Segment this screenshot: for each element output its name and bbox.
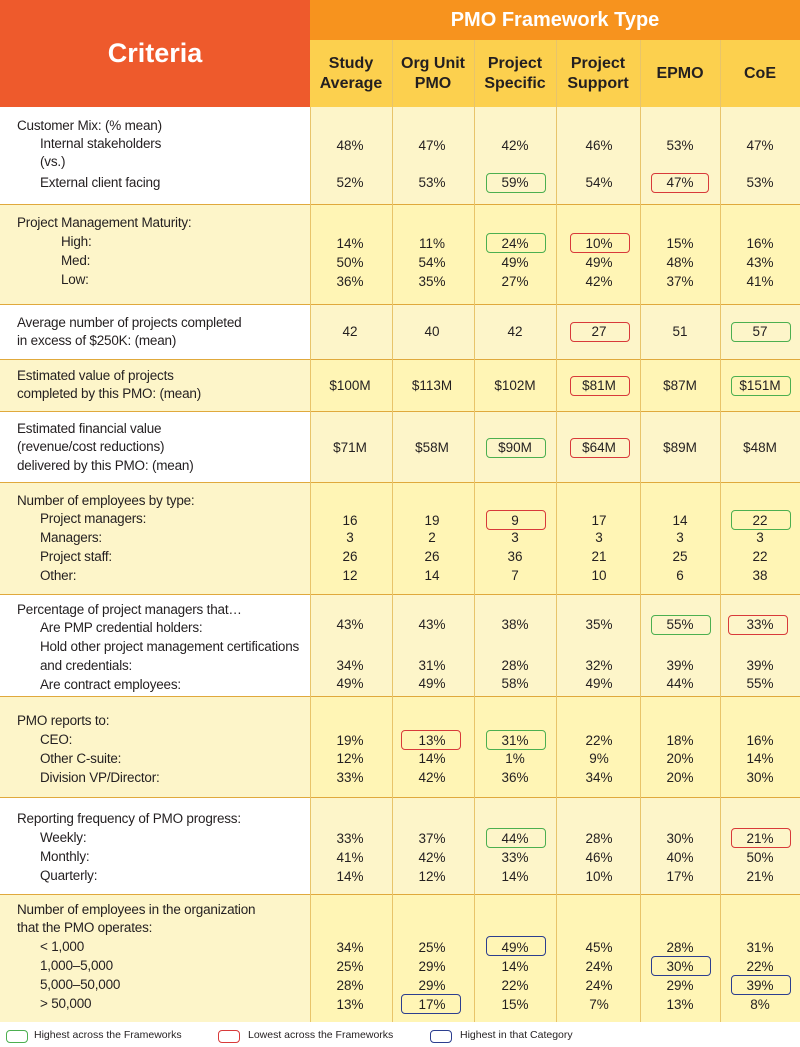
criteria-header: Criteria <box>0 0 310 107</box>
value-cell: 22% <box>746 959 774 974</box>
value-cell: 31% <box>501 733 529 748</box>
value-cell: 22% <box>501 978 529 993</box>
value-cell: 36 <box>507 549 523 564</box>
section-avg-projects <box>0 305 800 360</box>
row-label: (vs.) <box>40 154 66 169</box>
pmo-framework-header: PMO Framework Type <box>310 0 800 40</box>
value-cell: 47% <box>418 138 446 153</box>
value-cell: 39% <box>666 658 694 673</box>
value-cell: 8% <box>750 997 770 1012</box>
section-title: completed by this PMO: (mean) <box>17 386 202 401</box>
value-cell: 33% <box>336 770 364 785</box>
row-label: Weekly: <box>40 830 87 845</box>
section-title: Customer Mix: (% mean) <box>17 118 162 133</box>
value-cell: 14% <box>336 236 364 251</box>
value-cell: 3 <box>756 530 764 545</box>
section-title: Percentage of project managers that… <box>17 602 242 617</box>
row-label: Med: <box>61 253 91 268</box>
section-title: delivered by this PMO: (mean) <box>17 458 194 473</box>
value-cell: 19 <box>424 513 440 528</box>
row-label: Monthly: <box>40 849 90 864</box>
value-cell: $151M <box>739 378 781 393</box>
value-cell: 14% <box>746 751 774 766</box>
col-header-line2: PMO <box>414 74 452 92</box>
value-cell: 12 <box>342 568 358 583</box>
value-cell: 14% <box>418 751 446 766</box>
value-cell: 38 <box>752 568 768 583</box>
value-cell: 59% <box>501 175 529 190</box>
value-cell: 30% <box>746 770 774 785</box>
value-cell: 21% <box>746 869 774 884</box>
value-cell: 49% <box>585 676 613 691</box>
section-title: in excess of $250K: (mean) <box>17 333 177 348</box>
value-cell: 27 <box>591 324 607 339</box>
section-reporting-frequency <box>0 798 800 895</box>
col-header-study-average <box>310 40 392 107</box>
col-header-line2: Support <box>567 74 629 92</box>
value-cell: 43% <box>336 617 364 632</box>
value-cell: 42% <box>418 850 446 865</box>
col-header-line1: CoE <box>744 64 776 82</box>
value-cell: 32% <box>585 658 613 673</box>
value-cell: 44% <box>666 676 694 691</box>
value-cell: 24% <box>501 236 529 251</box>
value-cell: 13% <box>666 997 694 1012</box>
value-cell: 48% <box>666 255 694 270</box>
value-cell: 14 <box>424 568 440 583</box>
row-label: > 50,000 <box>40 996 92 1011</box>
value-cell: 14% <box>501 959 529 974</box>
row-label: Project managers: <box>40 511 147 526</box>
value-cell: 2 <box>428 530 436 545</box>
value-cell: 34% <box>585 770 613 785</box>
value-cell: 26 <box>424 549 440 564</box>
value-cell: 48% <box>336 138 364 153</box>
value-cell: 41% <box>336 850 364 865</box>
value-cell: 42 <box>342 324 358 339</box>
col-header-line1: Study <box>328 54 374 72</box>
section-title: Average number of projects completed <box>17 315 242 330</box>
value-cell: 28% <box>666 940 694 955</box>
column-divider <box>556 40 557 1022</box>
col-header-line1: Project <box>487 54 543 72</box>
row-label: CEO: <box>40 732 73 747</box>
value-cell: $89M <box>663 440 697 455</box>
legend-blue-label: Highest in that Category <box>460 1029 573 1041</box>
column-divider <box>720 40 721 1022</box>
value-cell: 14% <box>336 869 364 884</box>
section-customer-mix <box>0 107 800 205</box>
value-cell: 9% <box>589 751 609 766</box>
value-cell: $81M <box>582 378 616 393</box>
value-cell: 49% <box>501 940 529 955</box>
value-cell: 7 <box>511 568 519 583</box>
value-cell: 40% <box>666 850 694 865</box>
value-cell: 28% <box>336 978 364 993</box>
column-divider <box>474 40 475 1022</box>
value-cell: $87M <box>663 378 697 393</box>
value-cell: 16 <box>342 513 358 528</box>
value-cell: 46% <box>585 138 613 153</box>
column-divider <box>392 40 393 1022</box>
value-cell: 14 <box>672 513 688 528</box>
value-cell: 58% <box>501 676 529 691</box>
section-reports-to <box>0 697 800 798</box>
section-title: (revenue/cost reductions) <box>17 439 165 454</box>
value-cell: 50% <box>746 850 774 865</box>
value-cell: 12% <box>418 869 446 884</box>
value-cell: 29% <box>666 978 694 993</box>
value-cell: 50% <box>336 255 364 270</box>
value-cell: 43% <box>418 617 446 632</box>
column-divider <box>640 40 641 1022</box>
value-cell: 44% <box>501 831 529 846</box>
row-label: Other: <box>40 568 77 583</box>
row-label: Project staff: <box>40 549 112 564</box>
value-cell: 42 <box>507 324 523 339</box>
value-cell: 33% <box>336 831 364 846</box>
value-cell: 29% <box>418 959 446 974</box>
col-header-org-unit-pmo <box>392 40 474 107</box>
section-title: Number of employees in the organization <box>17 902 256 917</box>
col-header-line1: EPMO <box>656 64 704 82</box>
value-cell: 41% <box>746 274 774 289</box>
value-cell: $64M <box>582 440 616 455</box>
value-cell: 16% <box>746 236 774 251</box>
value-cell: $90M <box>498 440 532 455</box>
value-cell: 13% <box>418 733 446 748</box>
row-label: Are PMP credential holders: <box>40 620 203 635</box>
value-cell: 49% <box>418 676 446 691</box>
row-label: < 1,000 <box>40 939 85 954</box>
section-title: Reporting frequency of PMO progress: <box>17 811 241 826</box>
value-cell: 10% <box>585 869 613 884</box>
section-org-size <box>0 895 800 1022</box>
value-cell: 37% <box>418 831 446 846</box>
col-header-line1: Project <box>570 54 626 72</box>
value-cell: 49% <box>501 255 529 270</box>
value-cell: 46% <box>585 850 613 865</box>
col-header-coe <box>720 40 800 107</box>
legend-blue-swatch <box>430 1030 452 1043</box>
legend-green-swatch <box>6 1030 28 1043</box>
value-cell: 17% <box>418 997 446 1012</box>
value-cell: 24% <box>585 959 613 974</box>
value-cell: 15% <box>666 236 694 251</box>
value-cell: 35% <box>418 274 446 289</box>
value-cell: 17% <box>666 869 694 884</box>
col-header-epmo <box>640 40 720 107</box>
value-cell: 13% <box>336 997 364 1012</box>
value-cell: 36% <box>501 770 529 785</box>
value-cell: 57 <box>752 324 768 339</box>
value-cell: 40 <box>424 324 440 339</box>
value-cell: 22 <box>752 513 768 528</box>
value-cell: 51 <box>672 324 688 339</box>
legend <box>0 1022 800 1047</box>
value-cell: 16% <box>746 733 774 748</box>
value-cell: 28% <box>585 831 613 846</box>
value-cell: 55% <box>666 617 694 632</box>
value-cell: 54% <box>585 175 613 190</box>
value-cell: $102M <box>494 378 536 393</box>
value-cell: 42% <box>418 770 446 785</box>
legend-red-label: Lowest across the Frameworks <box>248 1029 394 1041</box>
value-cell: 21% <box>746 831 774 846</box>
value-cell: 10 <box>591 568 607 583</box>
value-cell: 35% <box>585 617 613 632</box>
value-cell: 31% <box>418 658 446 673</box>
value-cell: $100M <box>329 378 371 393</box>
value-cell: 45% <box>585 940 613 955</box>
value-cell: 22% <box>585 733 613 748</box>
row-label: Division VP/Director: <box>40 770 160 785</box>
value-cell: 26 <box>342 549 358 564</box>
value-cell: 12% <box>336 751 364 766</box>
col-header-project-support <box>556 40 640 107</box>
value-cell: 25% <box>418 940 446 955</box>
value-cell: 1% <box>505 751 525 766</box>
legend-green-label: Highest across the Frameworks <box>34 1029 182 1041</box>
section-pm-maturity <box>0 205 800 305</box>
value-cell: 30% <box>666 831 694 846</box>
col-header-line1: Org Unit <box>401 54 465 72</box>
value-cell: 17 <box>591 513 607 528</box>
value-cell: 10% <box>585 236 613 251</box>
row-label: Are contract employees: <box>40 677 181 692</box>
section-financial-value <box>0 412 800 483</box>
value-cell: 31% <box>746 940 774 955</box>
row-label: 1,000–5,000 <box>40 958 113 973</box>
value-cell: 34% <box>336 940 364 955</box>
value-cell: 7% <box>589 997 609 1012</box>
value-cell: 27% <box>501 274 529 289</box>
value-cell: 14% <box>501 869 529 884</box>
value-cell: 24% <box>585 978 613 993</box>
row-label: 5,000–50,000 <box>40 977 121 992</box>
column-divider <box>310 107 311 1022</box>
value-cell: 22 <box>752 549 768 564</box>
value-cell: $48M <box>743 440 777 455</box>
value-cell: 20% <box>666 770 694 785</box>
section-title: Estimated value of projects <box>17 368 174 383</box>
value-cell: 3 <box>511 530 519 545</box>
row-label: Low: <box>61 272 89 287</box>
value-cell: 54% <box>418 255 446 270</box>
section-title: Project Management Maturity: <box>17 215 192 230</box>
value-cell: 21 <box>591 549 607 564</box>
section-title: Number of employees by type: <box>17 493 195 508</box>
section-employees-by-type <box>0 483 800 595</box>
section-pm-percentage <box>0 595 800 697</box>
value-cell: 34% <box>336 658 364 673</box>
col-header-line2: Specific <box>484 74 546 92</box>
value-cell: 3 <box>676 530 684 545</box>
value-cell: 53% <box>418 175 446 190</box>
value-cell: 53% <box>666 138 694 153</box>
value-cell: 53% <box>746 175 774 190</box>
column-headers <box>310 40 800 107</box>
row-label: External client facing <box>40 175 161 190</box>
value-cell: 43% <box>746 255 774 270</box>
section-est-value <box>0 360 800 412</box>
value-cell: 29% <box>418 978 446 993</box>
row-label: Internal stakeholders <box>40 136 162 151</box>
value-cell: 3 <box>346 530 354 545</box>
row-label: and credentials: <box>40 658 133 673</box>
col-header-line2: Average <box>319 74 383 92</box>
value-cell: 39% <box>746 658 774 673</box>
row-label: Quarterly: <box>40 868 98 883</box>
value-cell: 19% <box>336 733 364 748</box>
value-cell: 39% <box>746 978 774 993</box>
value-cell: 3 <box>595 530 603 545</box>
value-cell: 55% <box>746 676 774 691</box>
section-title: that the PMO operates: <box>17 920 153 935</box>
value-cell: 47% <box>746 138 774 153</box>
value-cell: 9 <box>511 513 519 528</box>
value-cell: 49% <box>585 255 613 270</box>
value-cell: 33% <box>746 617 774 632</box>
value-cell: 38% <box>501 617 529 632</box>
value-cell: 20% <box>666 751 694 766</box>
row-label: High: <box>61 234 92 249</box>
value-cell: 11% <box>418 236 446 251</box>
legend-red-swatch <box>218 1030 240 1043</box>
value-cell: 18% <box>666 733 694 748</box>
section-title: Estimated financial value <box>17 421 162 436</box>
row-label: Managers: <box>40 530 102 545</box>
value-cell: 6 <box>676 568 684 583</box>
value-cell: 47% <box>666 175 694 190</box>
value-cell: $58M <box>415 440 449 455</box>
row-label: Hold other project management certifications <box>40 639 300 654</box>
value-cell: 49% <box>336 676 364 691</box>
value-cell: 42% <box>501 138 529 153</box>
value-cell: 36% <box>336 274 364 289</box>
value-cell: 25% <box>336 959 364 974</box>
row-label: Other C-suite: <box>40 751 122 766</box>
value-cell: 30% <box>666 959 694 974</box>
value-cell: 28% <box>501 658 529 673</box>
value-cell: 37% <box>666 274 694 289</box>
value-cell: 42% <box>585 274 613 289</box>
col-header-project-specific <box>474 40 556 107</box>
value-cell: 25 <box>672 549 688 564</box>
value-cell: $113M <box>411 378 453 393</box>
value-cell: 15% <box>501 997 529 1012</box>
value-cell: $71M <box>333 440 367 455</box>
value-cell: 52% <box>336 175 364 190</box>
value-cell: 33% <box>501 850 529 865</box>
section-title: PMO reports to: <box>17 713 110 728</box>
